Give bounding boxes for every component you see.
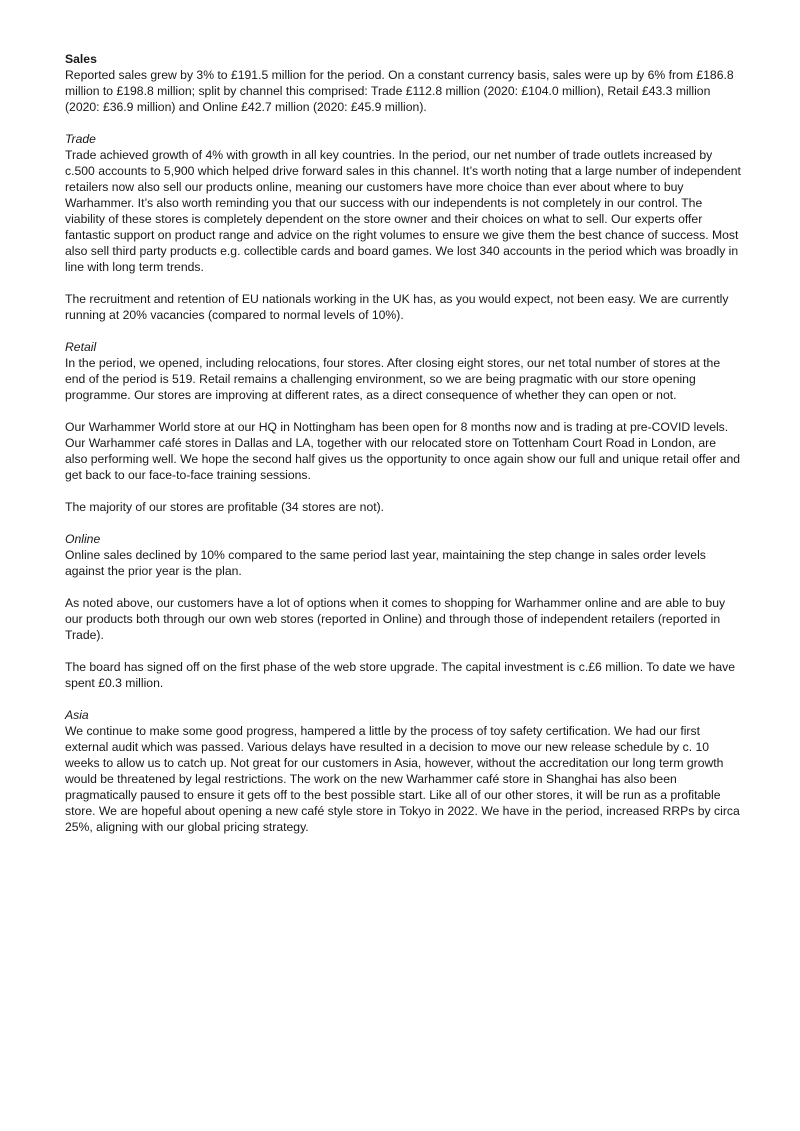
paragraph-retail-stores: In the period, we opened, including relocations, four stores. After closing eight stores, our net total number of stores at the end of the period is 519. Retail remains a challenging environment, so we are being pragmatic with our store opening programme. Our stores are improving at different rates, as a direct consequence of whether they can open or not. bbox=[65, 356, 721, 402]
paragraph-sales-summary: Reported sales grew by 3% to £191.5 million for the period. On a constant currency basis, sales were up by 6% from £186.8 million to £198.8 million; split by channel this comprised: Trade £112.8 million (2020: £104.0 million), Retail £43.3 million (2020: £36.9 million) and Online £42.7 million (2020: £45.9 million). bbox=[65, 68, 734, 114]
section-heading-online: Online bbox=[65, 532, 101, 546]
section-sales bbox=[65, 51, 741, 115]
paragraph-online-sales: Online sales declined by 10% compared to the same period last year, maintaining the step change in sales order levels against the prior year is the plan. bbox=[65, 548, 706, 578]
section-heading-retail: Retail bbox=[65, 340, 97, 354]
section-heading-trade: Trade bbox=[65, 132, 96, 146]
document-content bbox=[65, 51, 741, 835]
section-heading-asia: Asia bbox=[65, 708, 89, 722]
section-asia bbox=[65, 707, 741, 835]
paragraph-online-webstore-upgrade: The board has signed off on the first phase of the web store upgrade. The capital investment is c.£6 million. To date we have spent £0.3 million. bbox=[65, 660, 736, 690]
paragraph-online-options: As noted above, our customers have a lot of options when it comes to shopping for Warhammer online and are able to buy our products both through our own web stores (reported in Online) and through those of independent retailers (reported in Trade). bbox=[65, 596, 726, 642]
section-heading-sales: Sales bbox=[65, 52, 97, 66]
section-trade bbox=[65, 131, 741, 323]
paragraph-trade-recruitment: The recruitment and retention of EU nationals working in the UK has, as you would expect, not been easy. We are currently running at 20% vacancies (compared to normal levels of 10%). bbox=[65, 292, 729, 322]
section-retail bbox=[65, 339, 741, 515]
section-online bbox=[65, 531, 741, 691]
paragraph-retail-warhammer-world: Our Warhammer World store at our HQ in Nottingham has been open for 8 months now and is trading at pre-COVID levels. Our Warhammer café stores in Dallas and LA, together with our relocated store on Tottenham Court Road in London, are also performing well. We hope the second half gives us the opportunity to once again show our full and unique retail offer and get back to our face-to-face training sessions. bbox=[65, 420, 741, 482]
paragraph-trade-growth: Trade achieved growth of 4% with growth in all key countries. In the period, our net number of trade outlets increased by c.500 accounts to 5,900 which helped drive forward sales in this channel. It’s worth noting that a large number of independent retailers now also sell our products online, meaning our customers have more choice than ever about where to buy Warhammer. It’s also worth reminding you that our success with our independents is not completely in our control. The viability of these stores is completely dependent on the store owner and their choices on what to sell. Our experts offer fantastic support on product range and advice on the right volumes to ensure we give them the best chance of success. Most also sell third party products e.g. collectible cards and board games. We lost 340 accounts in the period which was broadly in line with long term trends. bbox=[65, 148, 741, 274]
paragraph-retail-profitability: The majority of our stores are profitable (34 stores are not). bbox=[65, 500, 385, 514]
paragraph-asia-progress: We continue to make some good progress, hampered a little by the process of toy safety certification. We had our first external audit which was passed. Various delays have resulted in a decision to move our new release schedule by c. 10 weeks to allow us to catch up. Not great for our customers in Asia, however, without the accreditation our long term growth would be threatened by legal restrictions. The work on the new Warhammer café store in Shanghai has also been pragmatically paused to ensure it gets off to the best possible start. Like all of our other stores, it will be run as a profitable store. We are hopeful about opening a new café style store in Tokyo in 2022. We have in the period, increased RRPs by circa 25%, aligning with our global pricing strategy. bbox=[65, 724, 740, 834]
